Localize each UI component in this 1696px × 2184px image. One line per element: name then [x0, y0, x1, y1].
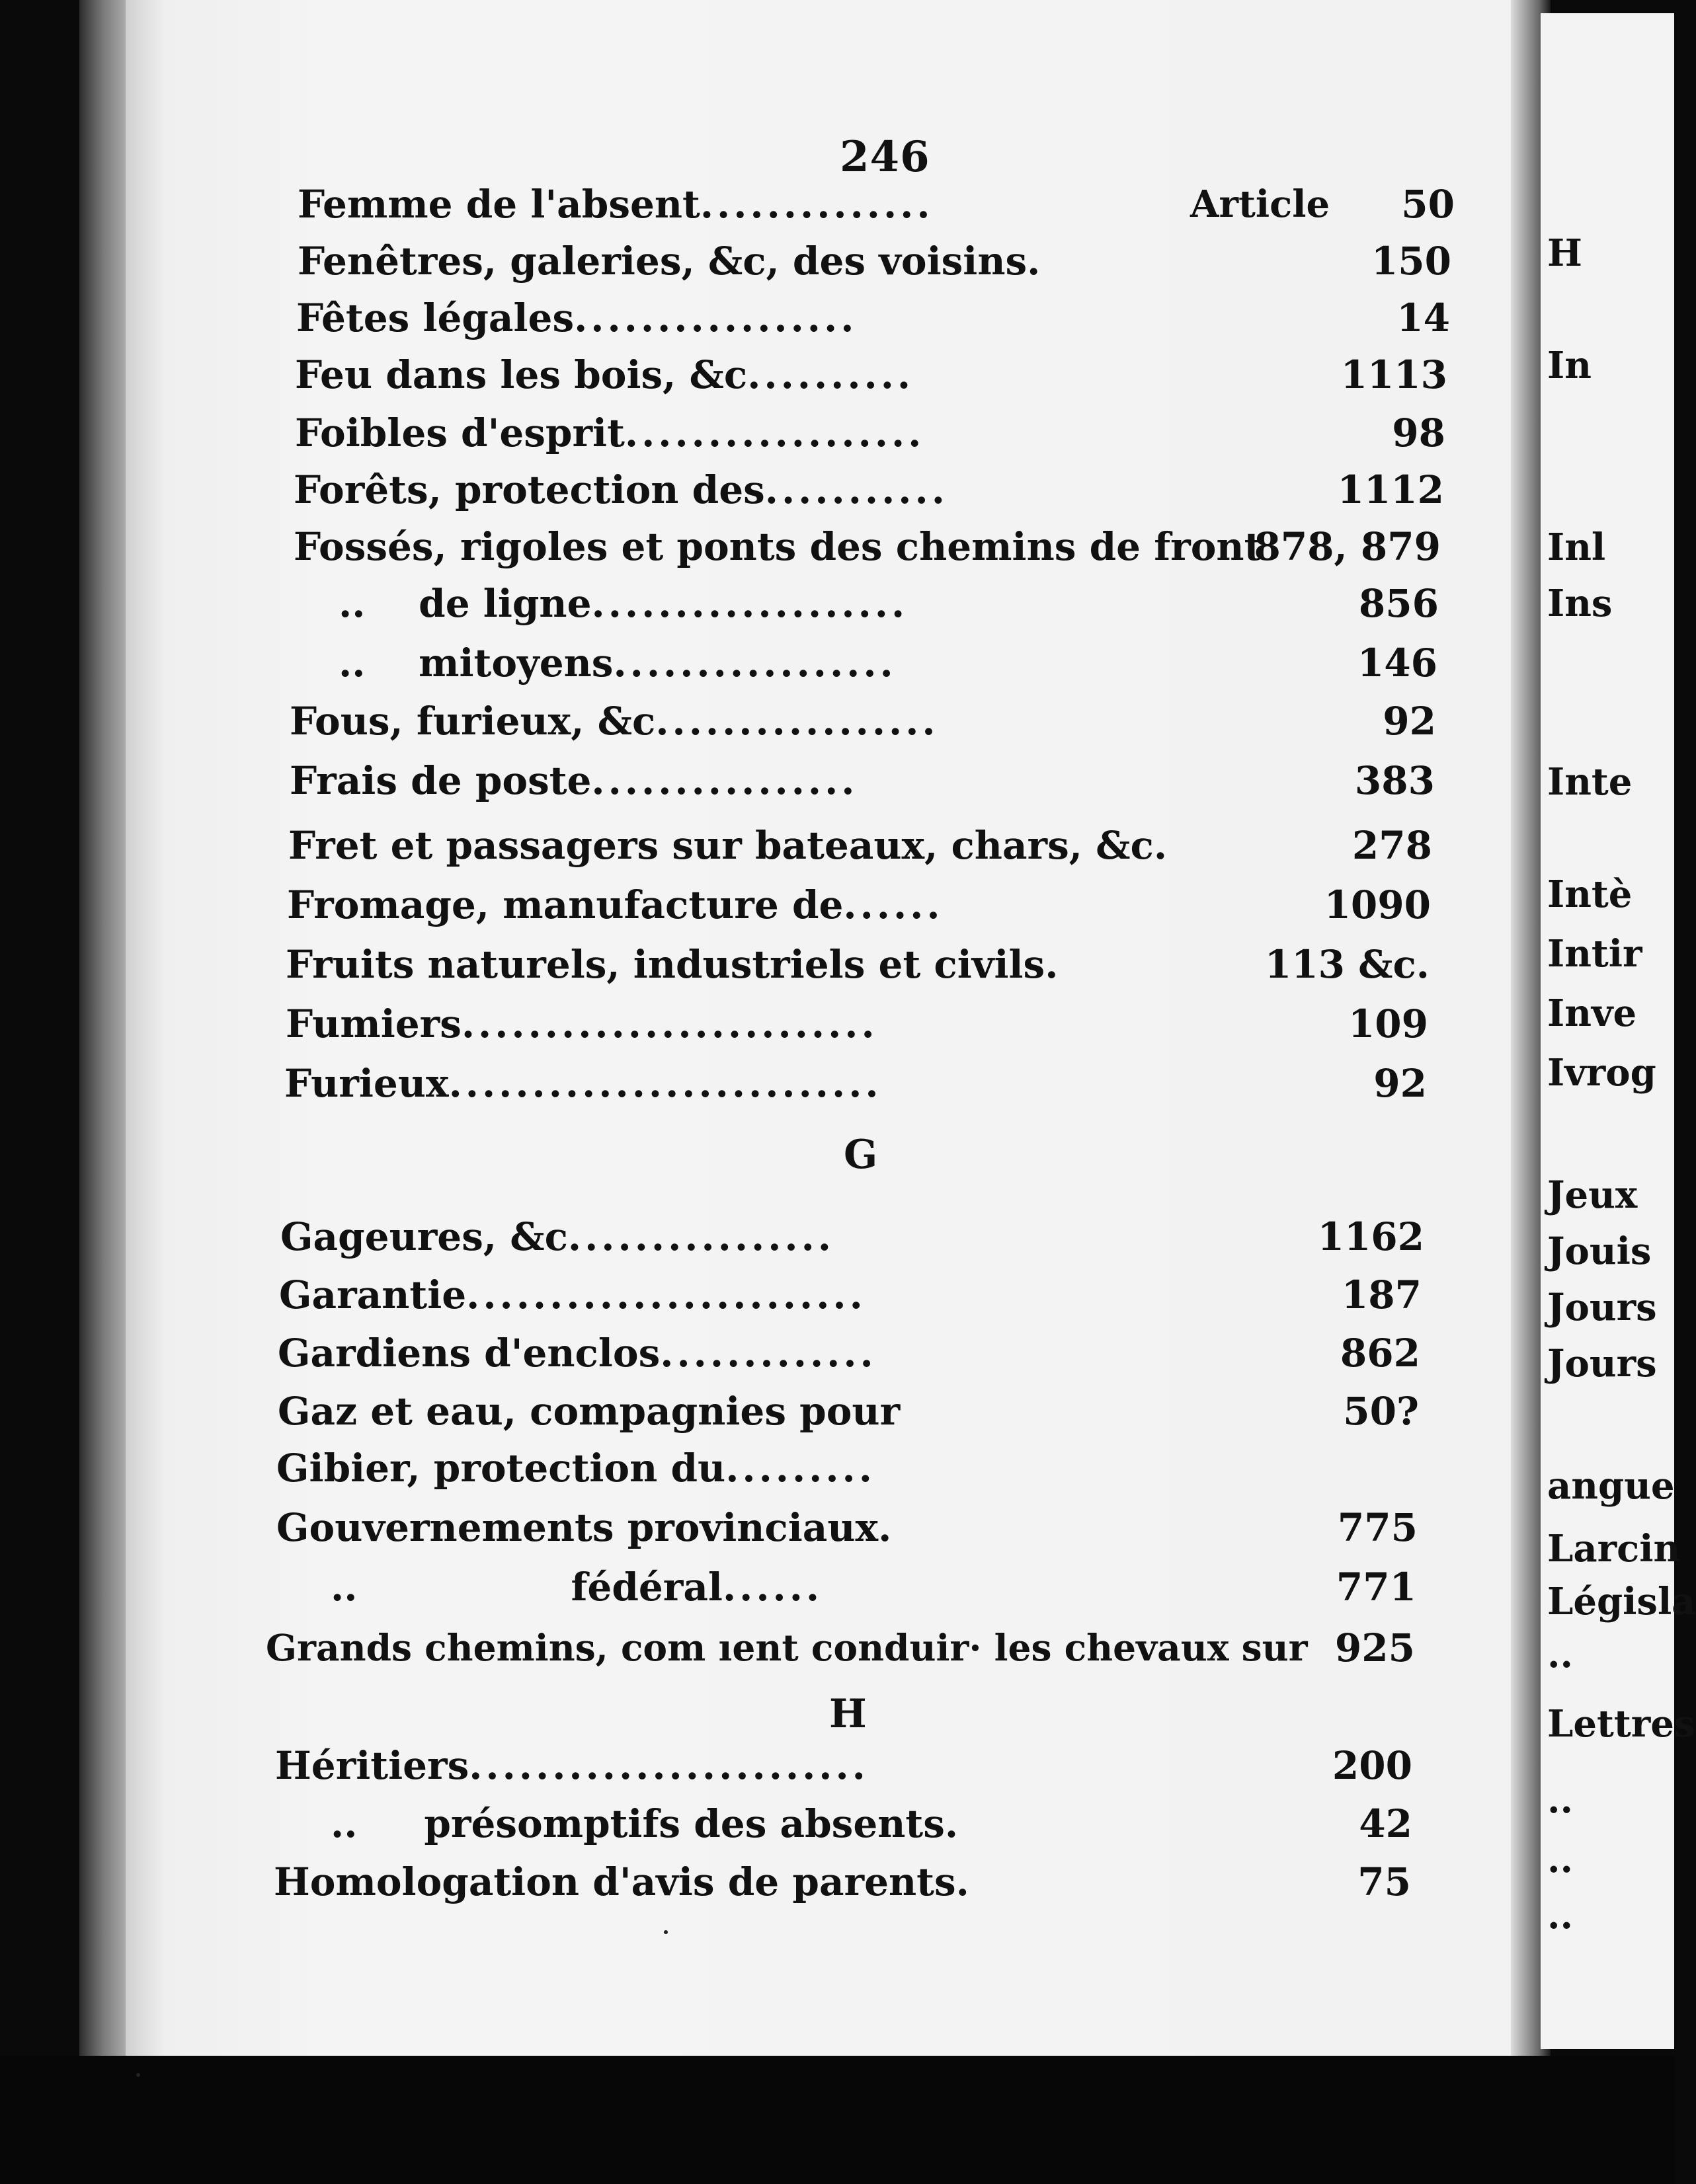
- entry-text: Furieux..........................: [284, 1061, 882, 1106]
- page-number: 246: [840, 132, 930, 182]
- index-entry: [278, 1326, 1420, 1380]
- facing-index-fragment: Inve: [1547, 992, 1637, 1035]
- article-number: 1162: [1317, 1214, 1424, 1259]
- entry-text: .. présomptifs des absents.: [331, 1801, 959, 1846]
- entry-text: Fruits naturels, industriels et civils.: [286, 942, 1059, 987]
- index-entry: [290, 754, 1435, 808]
- entry-text: .. de ligne...................: [339, 581, 909, 626]
- article-number: 383: [1354, 758, 1435, 803]
- index-entry: [298, 177, 1455, 231]
- article-number: 771: [1336, 1565, 1416, 1610]
- facing-index-fragment: ..: [1547, 1838, 1573, 1881]
- entry-text: Homologation d'avis de parents.: [274, 1859, 969, 1904]
- facing-index-fragment: Jours: [1547, 1342, 1657, 1385]
- article-number: 278: [1352, 823, 1432, 868]
- article-number: 862: [1340, 1331, 1420, 1376]
- index-entry: [286, 997, 1428, 1051]
- index-entry: [294, 463, 1444, 517]
- index-entry: [331, 1797, 1412, 1851]
- article-number: 925: [1334, 1625, 1415, 1670]
- article-number: 856: [1358, 581, 1439, 626]
- entry-text: Gibier, protection du.........: [276, 1446, 875, 1491]
- entry-text: Garantie........................: [279, 1272, 866, 1317]
- facing-index-fragment: Larcin: [1547, 1527, 1681, 1571]
- entry-text: Fossés, rigoles et ponts des chemins de front: [294, 524, 1262, 569]
- facing-index-fragment: Jeux: [1547, 1173, 1638, 1217]
- index-entry: [295, 406, 1445, 460]
- index-entry: [278, 1384, 1419, 1438]
- index-entry: [294, 520, 1441, 574]
- section-letter-g: G: [844, 1132, 878, 1178]
- entry-text: Gaz et eau, compagnies pour: [278, 1389, 901, 1434]
- book-spine: [79, 0, 132, 2056]
- facing-index-fragment: Intir: [1547, 932, 1642, 976]
- facing-index-fragment: ..: [1547, 1778, 1573, 1822]
- print-speck: [136, 2073, 140, 2077]
- entry-text: Frais de poste................: [290, 758, 858, 803]
- facing-index-fragment: Lettres: [1547, 1702, 1695, 1746]
- index-entry: [279, 1268, 1422, 1322]
- article-number: 50?: [1343, 1389, 1419, 1434]
- facing-index-fragment: In: [1547, 344, 1592, 387]
- scan-border: [0, 2056, 1674, 2184]
- entry-text: Feu dans les bois, &c..........: [295, 352, 914, 397]
- article-number: 146: [1357, 641, 1437, 685]
- entry-text: Fromage, manufacture de......: [287, 882, 944, 927]
- entry-text: Héritiers........................: [275, 1743, 869, 1788]
- index-entry: [266, 1621, 1415, 1675]
- article-number: 92: [1373, 1061, 1427, 1106]
- facing-index-fragment: angue: [1547, 1464, 1675, 1508]
- article-number: 187: [1341, 1272, 1422, 1317]
- entry-text: Gouvernements provinciaux.: [276, 1505, 892, 1550]
- article-number: 1090: [1324, 882, 1431, 927]
- index-entry: [296, 291, 1450, 345]
- facing-index-fragment: H: [1547, 231, 1582, 275]
- entry-text: Femme de l'absent..............: [298, 182, 934, 227]
- article-number: 775: [1337, 1505, 1418, 1550]
- index-entry: [276, 1441, 1418, 1495]
- facing-index-fragment: Ivrog: [1547, 1051, 1656, 1095]
- facing-index-fragment: ..: [1547, 1633, 1573, 1676]
- facing-page: [1541, 13, 1696, 2049]
- article-number: 878, 879: [1254, 524, 1441, 569]
- article-number: 42: [1359, 1801, 1412, 1846]
- index-entry: [287, 878, 1431, 932]
- entry-text: Gardiens d'enclos.............: [278, 1331, 877, 1376]
- facing-index-fragment: Intè: [1547, 873, 1633, 916]
- entry-text: Forêts, protection des...........: [294, 467, 948, 512]
- index-entry: [286, 937, 1430, 992]
- entry-text: Fous, furieux, &c.................: [290, 699, 939, 744]
- facing-index-fragment: Ins: [1547, 582, 1613, 625]
- index-entry: [280, 1210, 1424, 1264]
- article-label: Article: [1190, 182, 1330, 226]
- index-entry: [295, 348, 1447, 402]
- facing-index-fragment: Inl: [1547, 526, 1606, 569]
- entry-text: .. fédéral......: [331, 1565, 823, 1610]
- article-number: 200: [1332, 1743, 1412, 1788]
- index-entry: [284, 1056, 1427, 1111]
- entry-text: Foibles d'esprit..................: [295, 410, 925, 455]
- entry-text: .. mitoyens.................: [339, 641, 897, 685]
- article-number: 14: [1396, 295, 1450, 340]
- article-number: 150: [1371, 239, 1451, 284]
- article-number: 113 &c.: [1264, 942, 1430, 987]
- facing-index-fragment: Inte: [1547, 760, 1633, 804]
- entry-text: Gageures, &c................: [280, 1214, 834, 1259]
- article-number: 92: [1383, 699, 1436, 744]
- index-entry: [275, 1738, 1412, 1793]
- article-number: 50: [1401, 182, 1455, 227]
- facing-index-fragment: Jours: [1547, 1286, 1657, 1329]
- facing-index-fragment: Jouis: [1547, 1229, 1652, 1273]
- index-entry: [288, 818, 1432, 873]
- article-number: 98: [1392, 410, 1445, 455]
- print-speck: [664, 1930, 668, 1934]
- article-number: 75: [1357, 1859, 1411, 1904]
- index-entry: [339, 576, 1439, 631]
- entry-text: Fret et passagers sur bateaux, chars, &c.: [288, 823, 1168, 868]
- facing-index-fragment: ..: [1547, 1894, 1573, 1937]
- article-number: 109: [1348, 1001, 1428, 1046]
- index-entry: [339, 636, 1437, 690]
- index-entry: [298, 234, 1451, 288]
- index-entry: [274, 1855, 1411, 1909]
- entry-text: Fumiers.........................: [286, 1001, 878, 1046]
- index-entry: [276, 1501, 1418, 1555]
- article-number: 1112: [1337, 467, 1444, 512]
- section-letter-h: H: [829, 1691, 867, 1737]
- facing-index-fragment: Législa: [1547, 1580, 1696, 1623]
- entry-text: Fêtes légales.................: [296, 295, 858, 340]
- index-entry: [290, 694, 1436, 748]
- article-number: 1113: [1340, 352, 1447, 397]
- entry-text: Fenêtres, galeries, &c, des voisins.: [298, 239, 1041, 284]
- entry-text: Grands chemins, com ıent conduir· les chevaux sur: [266, 1626, 1308, 1669]
- index-entry: [331, 1560, 1416, 1614]
